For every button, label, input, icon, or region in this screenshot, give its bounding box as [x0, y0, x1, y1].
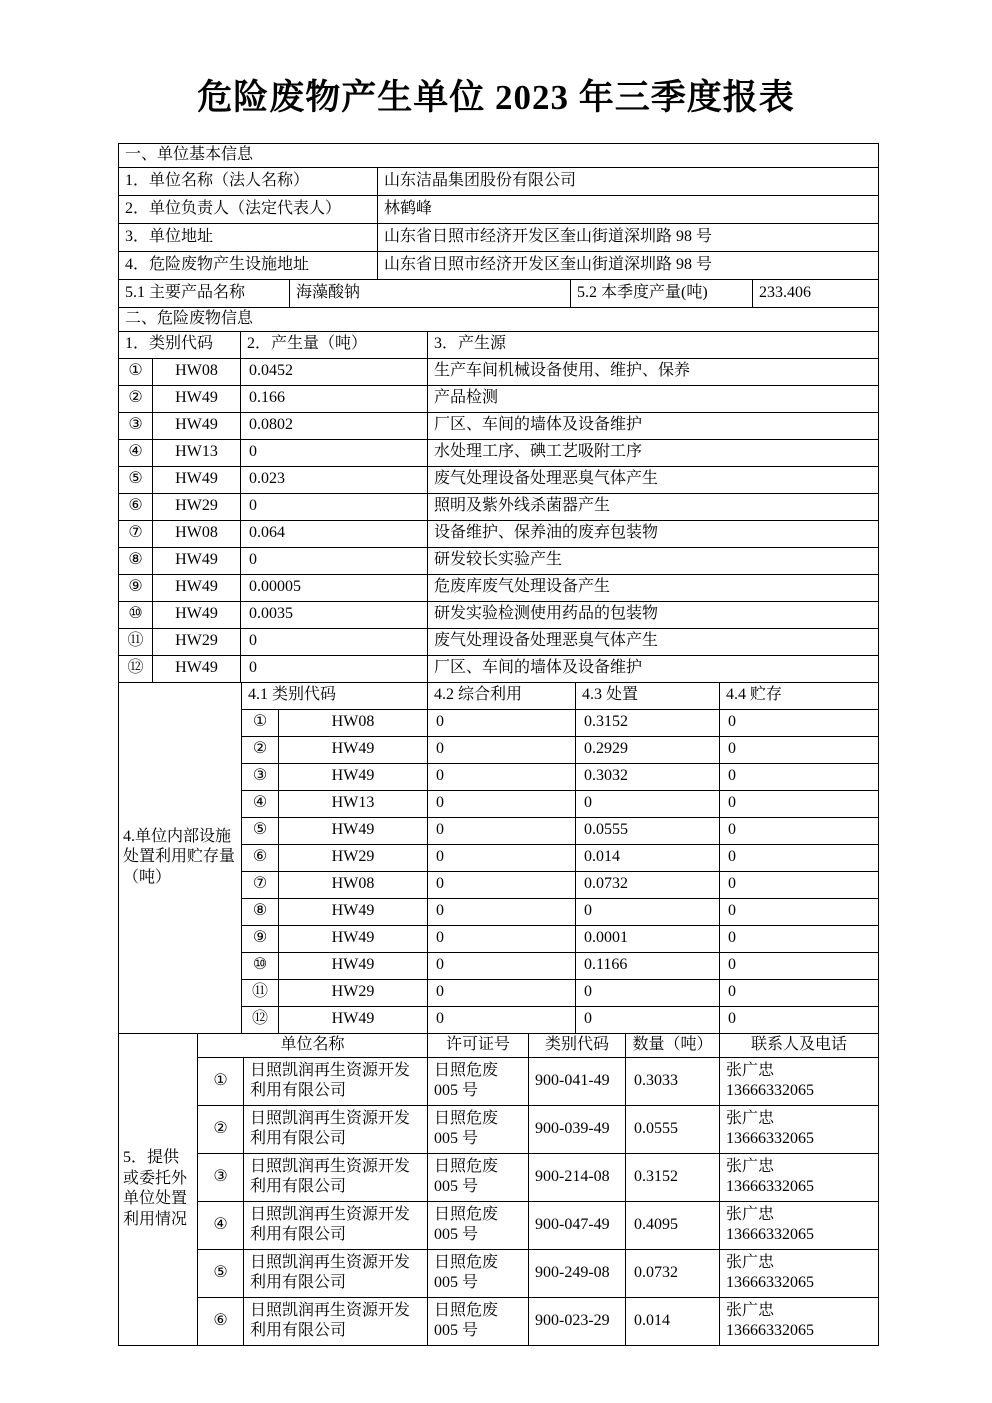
unit-address-label: 3．单位地址 [119, 224, 378, 252]
utilization-amount: 0 [428, 763, 576, 790]
unit-name-label: 1．单位名称（法人名称） [119, 168, 378, 196]
row-index: ⑧ [119, 547, 153, 574]
row-index: ④ [198, 1201, 244, 1249]
transfer-amount: 0.0732 [626, 1249, 720, 1297]
waste-source: 照明及紫外线杀菌器产生 [428, 493, 879, 520]
col-header-unit-name: 单位名称 [198, 1033, 428, 1057]
row-index: ④ [119, 439, 153, 466]
waste-amount: 0 [241, 628, 428, 655]
row-index: ⑪ [119, 628, 153, 655]
waste-code: HW29 [279, 979, 428, 1006]
disposal-amount: 0.0732 [576, 871, 720, 898]
row-index: ⑩ [119, 601, 153, 628]
license-number: 日照危废 005 号 [428, 1201, 529, 1249]
receiver-unit-name: 日照凯润再生资源开发利用有限公司 [244, 1105, 428, 1153]
section4-column-header-row [119, 682, 879, 709]
waste-code: HW08 [279, 871, 428, 898]
storage-amount: 0 [720, 952, 879, 979]
receiver-unit-name: 日照凯润再生资源开发利用有限公司 [244, 1297, 428, 1345]
waste-source: 生产车间机械设备使用、维护、保养 [428, 358, 879, 385]
storage-amount: 0 [720, 979, 879, 1006]
hazwaste-row [119, 412, 879, 439]
storage-amount: 0 [720, 925, 879, 952]
waste-amount: 0.0035 [241, 601, 428, 628]
facility-address-value: 山东省日照市经济开发区奎山街道深圳路 98 号 [378, 252, 879, 280]
waste-source: 研发实验检测使用药品的包装物 [428, 601, 879, 628]
contact-cell [720, 1249, 879, 1297]
receiver-unit-name: 日照凯润再生资源开发利用有限公司 [244, 1057, 428, 1105]
unit-address-row [119, 224, 879, 252]
waste-amount: 0 [241, 439, 428, 466]
utilization-amount: 0 [428, 790, 576, 817]
row-index: ⑪ [242, 979, 279, 1006]
disposal-amount: 0 [576, 790, 720, 817]
contact-phone: 13666332065 [726, 1226, 815, 1244]
transfer-amount: 0.4095 [626, 1201, 720, 1249]
hazwaste-row [119, 439, 879, 466]
external-disposal-row [119, 1201, 879, 1249]
unit-name-row [119, 168, 879, 196]
storage-amount: 0 [720, 790, 879, 817]
waste-code: 900-047-49 [529, 1201, 626, 1249]
utilization-amount: 0 [428, 817, 576, 844]
hazwaste-row [119, 520, 879, 547]
waste-code: HW49 [153, 574, 241, 601]
waste-amount: 0 [241, 655, 428, 682]
waste-source: 废气处理设备处理恶臭气体产生 [428, 628, 879, 655]
waste-code: 900-039-49 [529, 1105, 626, 1153]
facility-address-row [119, 252, 879, 280]
waste-amount: 0.166 [241, 385, 428, 412]
product-row [119, 280, 879, 308]
hazwaste-row [119, 628, 879, 655]
external-disposal-row [119, 1297, 879, 1345]
col-header-amount: 2．产生量（吨） [241, 331, 428, 358]
col-header-code: 类别代码 [529, 1033, 626, 1057]
contact-name: 张广忠 [726, 1109, 775, 1127]
waste-code: HW13 [153, 439, 241, 466]
row-index: ⑤ [198, 1249, 244, 1297]
waste-code: HW49 [153, 466, 241, 493]
waste-code: HW49 [153, 601, 241, 628]
col-header-44-storage: 4.4 贮存 [720, 682, 879, 709]
disposal-amount: 0.0001 [576, 925, 720, 952]
waste-source: 研发较长实验产生 [428, 547, 879, 574]
col-header-43-disposal: 4.3 处置 [576, 682, 720, 709]
waste-source: 产品检测 [428, 385, 879, 412]
disposal-amount: 0 [576, 898, 720, 925]
external-disposal-row [119, 1105, 879, 1153]
col-header-code: 1．类别代码 [119, 331, 241, 358]
product-name-value: 海藻酸钠 [290, 280, 571, 308]
waste-code: HW49 [279, 952, 428, 979]
license-number: 日照危废 005 号 [428, 1153, 529, 1201]
storage-amount: 0 [720, 898, 879, 925]
waste-amount: 0.0802 [241, 412, 428, 439]
facility-address-label: 4．危险废物产生设施地址 [119, 252, 378, 280]
contact-phone: 13666332065 [726, 1130, 815, 1148]
row-index: ③ [119, 412, 153, 439]
waste-code: HW49 [279, 1006, 428, 1033]
row-index: ⑥ [198, 1297, 244, 1345]
row-index: ② [198, 1105, 244, 1153]
waste-amount: 0.064 [241, 520, 428, 547]
transfer-amount: 0.014 [626, 1297, 720, 1345]
disposal-amount: 0 [576, 1006, 720, 1033]
disposal-amount: 0.0555 [576, 817, 720, 844]
waste-code: HW49 [279, 736, 428, 763]
row-index: ⑫ [119, 655, 153, 682]
storage-amount: 0 [720, 871, 879, 898]
section1-header-row [119, 144, 879, 168]
utilization-amount: 0 [428, 709, 576, 736]
section2-header: 二、危险废物信息 [119, 308, 879, 332]
storage-amount: 0 [720, 763, 879, 790]
waste-amount: 0.0452 [241, 358, 428, 385]
report-tables [118, 143, 880, 1346]
waste-code: HW08 [153, 520, 241, 547]
contact-cell [720, 1153, 879, 1201]
product-qty-value: 233.406 [753, 280, 879, 308]
hazwaste-info-table [118, 307, 879, 683]
waste-source: 厂区、车间的墙体及设备维护 [428, 412, 879, 439]
waste-amount: 0 [241, 493, 428, 520]
col-header-amount: 数量（吨） [626, 1033, 720, 1057]
waste-source: 废气处理设备处理恶臭气体产生 [428, 466, 879, 493]
row-index: ① [198, 1057, 244, 1105]
product-qty-label: 5.2 本季度产量(吨) [571, 280, 753, 308]
waste-code: HW08 [279, 709, 428, 736]
waste-code: HW29 [153, 493, 241, 520]
row-index: ④ [242, 790, 279, 817]
storage-amount: 0 [720, 709, 879, 736]
hazwaste-row [119, 574, 879, 601]
contact-cell [720, 1105, 879, 1153]
hazwaste-row [119, 655, 879, 682]
storage-amount: 0 [720, 736, 879, 763]
hazwaste-row [119, 493, 879, 520]
section2-column-header-row [119, 331, 879, 358]
col-header-license: 许可证号 [428, 1033, 529, 1057]
contact-name: 张广忠 [726, 1253, 775, 1271]
row-index: ① [242, 709, 279, 736]
disposal-amount: 0.014 [576, 844, 720, 871]
hazwaste-row [119, 466, 879, 493]
contact-phone: 13666332065 [726, 1322, 815, 1340]
storage-amount: 0 [720, 1006, 879, 1033]
contact-phone: 13666332065 [726, 1274, 815, 1292]
unit-head-value: 林鹤峰 [378, 196, 879, 224]
waste-source: 水处理工序、碘工艺吸附工序 [428, 439, 879, 466]
disposal-amount: 0 [576, 979, 720, 1006]
receiver-unit-name: 日照凯润再生资源开发利用有限公司 [244, 1249, 428, 1297]
waste-code: HW49 [153, 385, 241, 412]
section5-column-header-row [119, 1033, 879, 1057]
external-disposal-row [119, 1153, 879, 1201]
waste-code: HW29 [153, 628, 241, 655]
col-header-41-code: 4.1 类别代码 [242, 682, 428, 709]
row-index: ② [242, 736, 279, 763]
row-index: ⑦ [119, 520, 153, 547]
license-number: 日照危废 005 号 [428, 1105, 529, 1153]
waste-code: HW49 [279, 898, 428, 925]
transfer-amount: 0.3033 [626, 1057, 720, 1105]
waste-code: HW49 [279, 925, 428, 952]
contact-phone: 13666332065 [726, 1082, 815, 1100]
waste-code: 900-214-08 [529, 1153, 626, 1201]
receiver-unit-name: 日照凯润再生资源开发利用有限公司 [244, 1201, 428, 1249]
license-number: 日照危废 005 号 [428, 1057, 529, 1105]
section2-header-row [119, 308, 879, 332]
section1-header: 一、单位基本信息 [119, 144, 879, 168]
transfer-amount: 0.0555 [626, 1105, 720, 1153]
hazwaste-row [119, 547, 879, 574]
contact-name: 张广忠 [726, 1301, 775, 1319]
unit-name-value: 山东洁晶集团股份有限公司 [378, 168, 879, 196]
contact-name: 张广忠 [726, 1205, 775, 1223]
utilization-amount: 0 [428, 871, 576, 898]
utilization-amount: 0 [428, 736, 576, 763]
storage-amount: 0 [720, 817, 879, 844]
row-index: ③ [198, 1153, 244, 1201]
page-title: 危险废物产生单位 2023 年三季度报表 [197, 78, 795, 117]
contact-cell [720, 1201, 879, 1249]
col-header-42-utilization: 4.2 综合利用 [428, 682, 576, 709]
waste-code: HW49 [153, 412, 241, 439]
waste-source: 厂区、车间的墙体及设备维护 [428, 655, 879, 682]
basic-info-table [118, 143, 879, 308]
row-index: ② [119, 385, 153, 412]
hazwaste-row [119, 601, 879, 628]
license-number: 日照危废 005 号 [428, 1249, 529, 1297]
contact-cell [720, 1057, 879, 1105]
waste-source: 设备维护、保养油的废弃包装物 [428, 520, 879, 547]
waste-code: HW13 [279, 790, 428, 817]
hazwaste-row [119, 385, 879, 412]
utilization-amount: 0 [428, 952, 576, 979]
disposal-amount: 0.3152 [576, 709, 720, 736]
waste-code: HW49 [153, 655, 241, 682]
license-number: 日照危废 005 号 [428, 1297, 529, 1345]
row-index: ⑤ [119, 466, 153, 493]
waste-amount: 0.00005 [241, 574, 428, 601]
utilization-amount: 0 [428, 844, 576, 871]
hazwaste-row [119, 358, 879, 385]
external-disposal-row [119, 1249, 879, 1297]
waste-amount: 0 [241, 547, 428, 574]
col-header-source: 3．产生源 [428, 331, 879, 358]
receiver-unit-name: 日照凯润再生资源开发利用有限公司 [244, 1153, 428, 1201]
row-index: ③ [242, 763, 279, 790]
contact-phone: 13666332065 [726, 1178, 815, 1196]
row-index: ⑥ [119, 493, 153, 520]
utilization-amount: 0 [428, 979, 576, 1006]
row-index: ⑤ [242, 817, 279, 844]
storage-amount: 0 [720, 844, 879, 871]
unit-head-label: 2．单位负责人（法定代表人） [119, 196, 378, 224]
product-name-label: 5.1 主要产品名称 [119, 280, 290, 308]
disposal-amount: 0.3032 [576, 763, 720, 790]
row-index: ⑧ [242, 898, 279, 925]
waste-code: 900-249-08 [529, 1249, 626, 1297]
col-header-contact: 联系人及电话 [720, 1033, 879, 1057]
internal-disposal-table [118, 682, 879, 1034]
waste-source: 危废库废气处理设备产生 [428, 574, 879, 601]
section5-label: 5．提供或委托外单位处置利用情况 [119, 1033, 198, 1345]
row-index: ⑩ [242, 952, 279, 979]
section4-label: 4.单位内部设施处置利用贮存量（吨） [119, 682, 242, 1033]
utilization-amount: 0 [428, 925, 576, 952]
contact-name: 张广忠 [726, 1061, 775, 1079]
transfer-amount: 0.3152 [626, 1153, 720, 1201]
external-disposal-row [119, 1057, 879, 1105]
disposal-amount: 0.1166 [576, 952, 720, 979]
row-index: ⑦ [242, 871, 279, 898]
waste-code: HW29 [279, 844, 428, 871]
contact-name: 张广忠 [726, 1157, 775, 1175]
external-disposal-table [118, 1033, 879, 1346]
utilization-amount: 0 [428, 898, 576, 925]
row-index: ⑨ [242, 925, 279, 952]
row-index: ⑥ [242, 844, 279, 871]
row-index: ① [119, 358, 153, 385]
waste-code: HW49 [279, 817, 428, 844]
row-index: ⑫ [242, 1006, 279, 1033]
unit-address-value: 山东省日照市经济开发区奎山街道深圳路 98 号 [378, 224, 879, 252]
waste-code: HW49 [153, 547, 241, 574]
row-index: ⑨ [119, 574, 153, 601]
disposal-amount: 0.2929 [576, 736, 720, 763]
waste-amount: 0.023 [241, 466, 428, 493]
waste-code: 900-023-29 [529, 1297, 626, 1345]
waste-code: HW08 [153, 358, 241, 385]
waste-code: HW49 [279, 763, 428, 790]
waste-code: 900-041-49 [529, 1057, 626, 1105]
utilization-amount: 0 [428, 1006, 576, 1033]
contact-cell [720, 1297, 879, 1345]
unit-head-row [119, 196, 879, 224]
